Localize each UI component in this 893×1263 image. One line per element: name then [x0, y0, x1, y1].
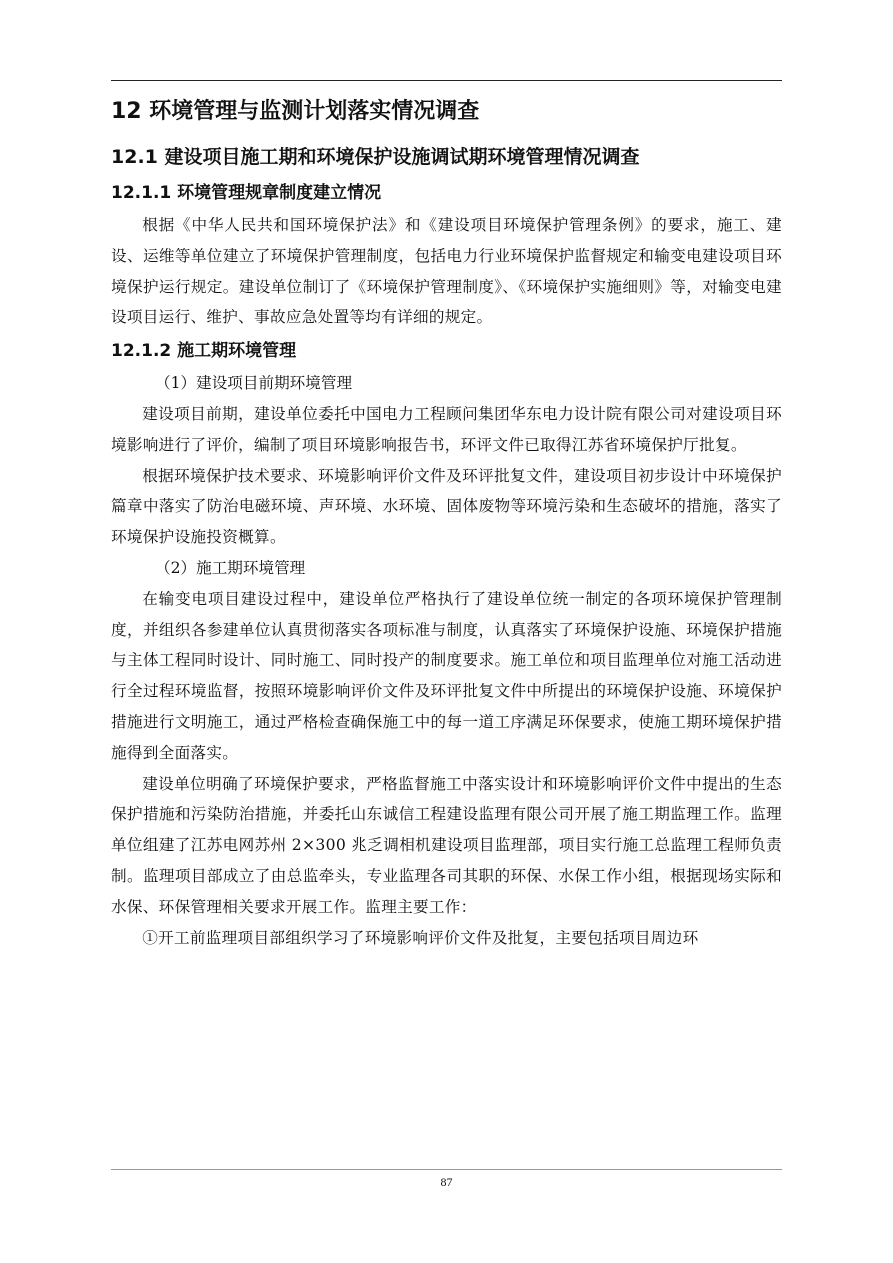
chapter-title: 12 环境管理与监测计划落实情况调查: [111, 99, 480, 124]
body-paragraph: 根据《中华人民共和国环境保护法》和《建设项目环境保护管理条例》的要求，施工、建设、运维等单位建立了环境保护管理制度，包括电力行业环境保护监督规定和输变电建设项目环境保护运行规定。建设单位制订了《环境保护管理制度》、《环境保护实施细则》等，对输变电建设项目运行、维护、事故应急处置等均有详细的规定。: [111, 216, 782, 327]
body-paragraph: 在输变电项目建设过程中，建设单位严格执行了建设单位统一制定的各项环境保护管理制度，并组织各参建单位认真贯彻落实各项标准与制度，认真落实了环境保护设施、环境保护措施与主体工程同时设计、同时施工、同时投产的制度要求。施工单位和项目监理单位对施工活动进行全过程环境监督，按照环境影响评价文件及环评批复文件中所提出的环境保护设施、环境保护措施进行文明施工，通过严格检查确保施工中的每一道工序满足环保要求，使施工期环境保护措施得到全面落实。: [111, 589, 782, 762]
subsection-title: 12.1.2 施工期环境管理: [111, 341, 297, 362]
page-body: [111, 92, 782, 953]
body-paragraph: ①开工前监理项目部组织学习了环境影响评价文件及批复，主要包括项目周边环: [142, 928, 699, 947]
body-paragraph: 建设项目前期，建设单位委托中国电力工程顾问集团华东电力设计院有限公司对建设项目环境影响进行了评价，编制了项目环境影响报告书，环评文件已取得江苏省环境保护厅批复。: [111, 404, 782, 454]
page-number: 87: [440, 1175, 453, 1189]
list-item-label: （2）施工期环境管理: [155, 558, 306, 577]
list-item-label: （1）建设项目前期环境管理: [155, 374, 353, 393]
header-rule: [111, 80, 782, 81]
footer-rule: [111, 1169, 782, 1170]
subsection-title: 12.1.1 环境管理规章制度建立情况: [111, 183, 382, 203]
section-title: 12.1 建设项目施工期和环境保护设施调试期环境管理情况调查: [111, 146, 640, 168]
body-paragraph: 根据环境保护技术要求、环境影响评价文件及环评批复文件，建设项目初步设计中环境保护篇章中落实了防治电磁环境、声环境、水环境、固体废物等环境污染和生态破坏的措施，落实了环境保护设施投资概算。: [111, 466, 782, 547]
body-paragraph: 建设单位明确了环境保护要求，严格监督施工中落实设计和环境影响评价文件中提出的生态保护措施和污染防治措施，并委托山东诚信工程建设监理有限公司开展了施工期监理工作。监理单位组建了江苏电网苏州 2×300 兆乏调相机建设项目监理部，项目实行施工总监理工程师负责制。监理项目部成立了由总监牵头，专业监理各司其职的环保、水保工作小组，根据现场实际和水保、环保管理相关要求开展工作。监理主要工作：: [111, 774, 782, 916]
